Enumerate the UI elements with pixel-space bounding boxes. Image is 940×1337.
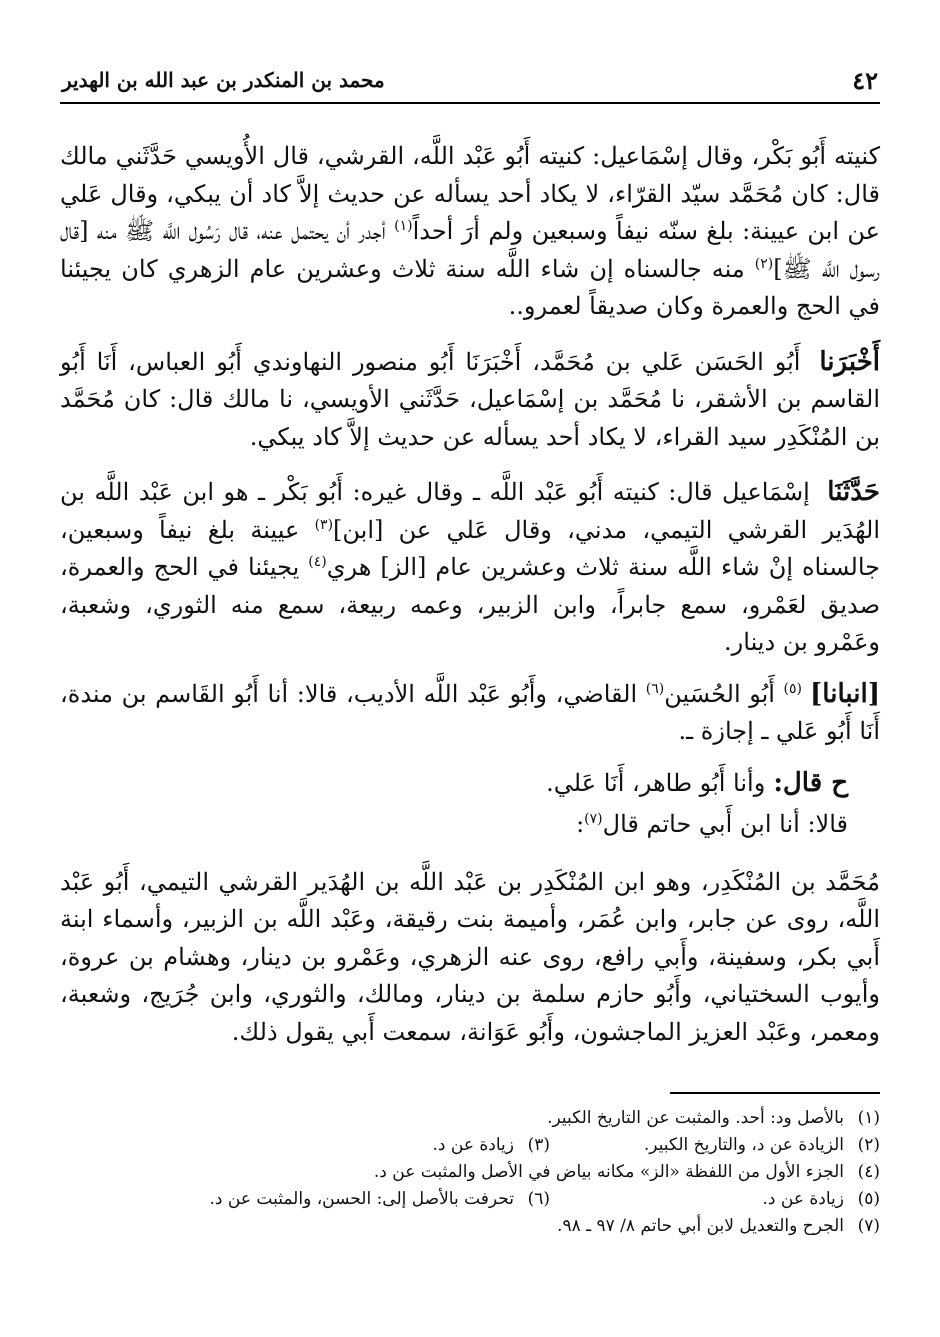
paragraph-text: مُحَمَّد بن المُنْكَدِر، وهو ابن المُنْكَدِر بن عَبْد اللَّه بن الهُدَير القرشي التيمي، أَبُو عَبْد اللَّه، روى عن جابر، وابن عُمَر، وأميمة بنت رقيقة، وعَبْد اللَّه بن الزبير، وأسماء ابنة أَبي بكر، وسفينة، وأَبي رافع، روى عنه الزهري، وعَمْرو بن دينار، وهشام بن عروة، وأيوب السختياني، وأَبُو حازم سلمة بن دينار، ومالك، والثوري، وابن جُرَيج، وشعبة، ومعمر، وعَبْد العزيز الماجشون، وأَبُو عَوَانة، سمعت أَبي يقول ذلك. — [60, 867, 881, 1046]
footnote-marker: (٦) — [645, 680, 665, 697]
running-title: محمد بن المنكدر بن عبد الله بن الهدير — [62, 68, 385, 92]
isnad-lead: أَخْبَرَنا — [819, 346, 880, 377]
footnote-text: زيادة عن د. — [762, 1189, 844, 1209]
paragraph-text: يجيئنا في الحج والعمرة، صديق لعَمْرو، سمع جابراً، وابن الزبير، وعمه ربيعة، سمع منه الثوري، وشعبة، وعَمْرو بن دينار. — [60, 553, 881, 656]
footnote-marker: (٧) — [584, 811, 603, 827]
paragraph-text: القاضي، وأَبُو عَبْد اللَّه الأديب، قالا: أنا أَبُو القَاسم بن مندة، أَنَا أَبُو عَلي ـ إجازة ـ. — [60, 679, 880, 745]
footnote-item — [550, 1132, 880, 1159]
paragraph-5 — [60, 765, 880, 803]
footnote-marker: (٥) — [783, 680, 802, 697]
footnote-text: الجرح والتعديل لابن أبي حاتم ٨/ ٩٧ ـ ٩٨. — [557, 1216, 844, 1236]
footnote-number: (٧) — [857, 1216, 880, 1236]
paragraph-text: أجدر أن يحتمل عنه، قال رَسُول اللَّه ﷺ منه [قال رسول اللَّه ﷺ] — [60, 217, 880, 283]
footnote-row — [60, 1159, 880, 1186]
footnote-number: (٦) — [527, 1189, 550, 1209]
paragraph-text: : — [576, 810, 585, 838]
footnote-marker: (٣) — [314, 516, 334, 533]
footnote-text: زيادة عن د. — [432, 1135, 514, 1155]
isnad-lead: [انبانا] — [810, 678, 880, 709]
footnote-number: (٤) — [857, 1162, 880, 1182]
footnote-number: (٣) — [527, 1135, 550, 1155]
isnad-lead: ح قال: — [773, 767, 848, 798]
footnote-row — [60, 1132, 880, 1159]
paragraph-1 — [60, 138, 880, 326]
paragraph-text: قالا: أنا ابن أَبي حاتم قال — [602, 810, 848, 838]
footnote-item — [557, 1213, 880, 1240]
page-header — [60, 60, 880, 100]
footnote-row — [60, 1186, 880, 1213]
footnote-number: (٥) — [857, 1189, 880, 1209]
footnote-item — [547, 1105, 880, 1132]
paragraph-text: إسْمَاعيل قال: كنيته أَبُو عَبْد اللَّه ـ وقال غيره: أَبُو بَكْر ـ هو ابن عَبْد اللَّه بن الهُدَير القرشي التيمي، مدني، وقال عَلي عن [ابن] — [60, 478, 881, 544]
paragraph-4 — [60, 676, 880, 751]
paragraph-2 — [60, 344, 880, 457]
footnote-item — [433, 1132, 550, 1159]
header-rule — [60, 102, 880, 104]
footnote-item — [550, 1186, 880, 1213]
footnote-marker: (٢) — [754, 255, 774, 272]
paragraph-text: عيينة بلغ نيفاً وسبعين، جالسناه إنْ شاء اللَّه سنة ثلاث وعشرين عام [الز] هري — [60, 515, 880, 581]
footnote-number: (١) — [857, 1108, 880, 1128]
isnad-lead: حَدَّثَنَا — [827, 477, 880, 507]
footnote-item — [374, 1159, 880, 1186]
paragraph-7 — [60, 864, 880, 1052]
paragraph-text: أَبُو الحُسَين — [664, 679, 784, 708]
footnote-text: تحرفت بالأصل إلى: الحسن، والمثبت عن د. — [209, 1189, 514, 1209]
footnote-marker: (١) — [394, 218, 413, 234]
footnote-number: (٢) — [857, 1135, 880, 1155]
footnotes — [60, 1105, 880, 1240]
page-number: ٤٢ — [852, 66, 878, 95]
footnote-row — [60, 1105, 880, 1132]
paragraph-text: منه جالسناه إن شاء اللَّه سنة ثلاث وعشرين عام الزهري كان يجيئنا في الحج والعمرة وكان صديقاً لعمرو.. — [60, 254, 880, 320]
footnote-text: الجزء الأول من اللفظة «الز» مكانه بياض في الأصل والمثبت عن د. — [373, 1162, 844, 1182]
footnote-item — [210, 1186, 550, 1213]
paragraph-text: أَبُو الحَسَن عَلي بن مُحَمَّد، أَخْبَرَنَا أَبُو منصور النهاوندي أَبُو العباس، أَنَا أَبُو القاسم بن الأشقر، نا مُحَمَّد بن إسْمَاعيل، حَدَّثَني الأويسي، نا مالك قال: كان مُحَمَّد بن المُنْكَدِر سيد القراء، لا يكاد أحد يسأله عن حديث إلاَّ كاد يبكي. — [60, 347, 881, 451]
footnote-rule — [670, 1092, 880, 1094]
paragraph-text: كنيته أَبُو بَكْر، وقال إسْمَاعيل: كنيته أَبُو عَبْد اللَّه، القرشي، قال الأُويسي حَدَّثَني مالك قال: كان مُحَمَّد سيّد القرّاء، لا يكاد أحد يسأله عن حديث إلاَّ كاد أن يبكي، وقال عَلي عن ابن عيينة: بلغ سنّه نيفاً وسبعين ولم أرَ أحداً — [60, 142, 881, 245]
main-text — [60, 138, 880, 1051]
footnote-text: بالأصل ود: أحد. والمثبت عن التاريخ الكبير. — [547, 1108, 844, 1128]
paragraph-3 — [60, 474, 880, 662]
footnote-marker: (٤) — [308, 554, 327, 570]
footnote-text: الزيادة عن د، والتاريخ الكبير. — [643, 1135, 844, 1155]
paragraph-6 — [60, 806, 880, 844]
footnote-row — [60, 1213, 880, 1240]
paragraph-text: وأنا أَبُو طاهر، أَنَا عَلي. — [546, 768, 766, 797]
